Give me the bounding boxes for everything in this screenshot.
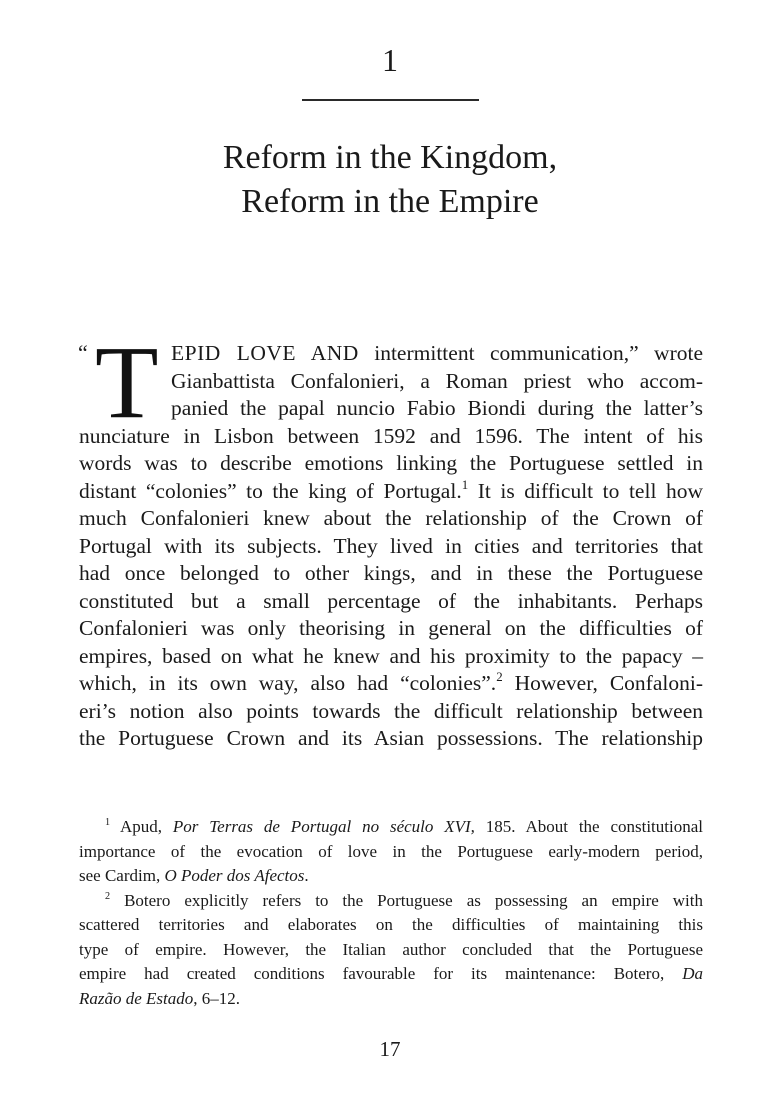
body-line: nunciature in Lisbon between 1592 and 1596. The intent of his	[79, 423, 703, 448]
footnote-1-marker: 1	[105, 816, 111, 828]
chapter-title	[0, 136, 780, 224]
footnote-ref-2[interactable]: 2	[496, 669, 503, 684]
chapter-title-line-2: Reform in the Empire	[241, 183, 539, 220]
footnote-2-marker: 2	[105, 890, 111, 902]
body-line: words was to describe emotions linking the Portuguese settled in	[79, 451, 703, 475]
body-line: had once belonged to other kings, and in these the Portuguese	[79, 561, 703, 585]
body-line: which, in its own way, also had “colonies”.$^2$ However, Confaloni-	[79, 669, 703, 695]
chapter-divider-rule	[302, 99, 479, 101]
body-line: Gianbattista Confalonieri, a Roman priest who accom-	[171, 368, 703, 393]
footnote-1-line: see Cardim, O Poder dos Afectos.	[79, 866, 309, 885]
body-line: much Confalonieri knew about the relationship of the Crown of	[79, 506, 703, 530]
footnote-1-line: importance of the evocation of love in the Portuguese early-modern period,	[79, 841, 703, 861]
body-line: empires, based on what he knew and his proximity to the papacy –	[79, 643, 703, 668]
page-number: 17	[379, 1037, 401, 1061]
body-line: eri’s notion also points towards the difficult relationship between	[79, 698, 703, 723]
body-line: the Portuguese Crown and its Asian possessions. The relationship	[79, 726, 703, 750]
body-line: distant “colonies” to the king of Portugal.$^1$ It is difficult to tell how	[79, 477, 703, 503]
body-line: constituted but a small percentage of the inhabitants. Perhaps	[79, 588, 703, 613]
footnote-ref-1[interactable]: 1	[461, 477, 469, 492]
footnote-2-line: scattered territories and elaborates on the difficulties of maintaining this	[79, 915, 703, 934]
footnote-2-line: Razão de Estado, 6–12.	[79, 988, 241, 1008]
footnote-2-line: type of empire. However, the Italian author concluded that the Portuguese	[79, 939, 703, 959]
chapter-number: 1	[382, 42, 398, 78]
smallcaps-lead-in: EPID LOVE AND	[171, 341, 359, 365]
chapter-title-line-1: Reform in the Kingdom,	[222, 139, 558, 176]
body-line: EPID LOVE AND intermittent communication,” wrote	[171, 341, 703, 365]
body-line: panied the papal nuncio Fabio Biondi during the latter’s	[171, 396, 703, 420]
footnote-1-line: $^1$ Apud, Por Terras de Portugal no século XVI, 185. About the constitutional	[105, 816, 703, 836]
footnote-2-line: empire had created conditions favourable for its maintenance: Botero, Da	[79, 964, 703, 983]
body-line: Portugal with its subjects. They lived in cities and territories that	[79, 533, 703, 558]
drop-cap: T	[95, 325, 159, 440]
body-line: Confalonieri was only theorising in general on the difficulties of	[79, 616, 703, 640]
opening-quote-mark: “	[78, 340, 88, 365]
footnote-2-line: $^2$ Botero explicitly refers to the Portuguese as possessing an empire with	[105, 890, 703, 910]
